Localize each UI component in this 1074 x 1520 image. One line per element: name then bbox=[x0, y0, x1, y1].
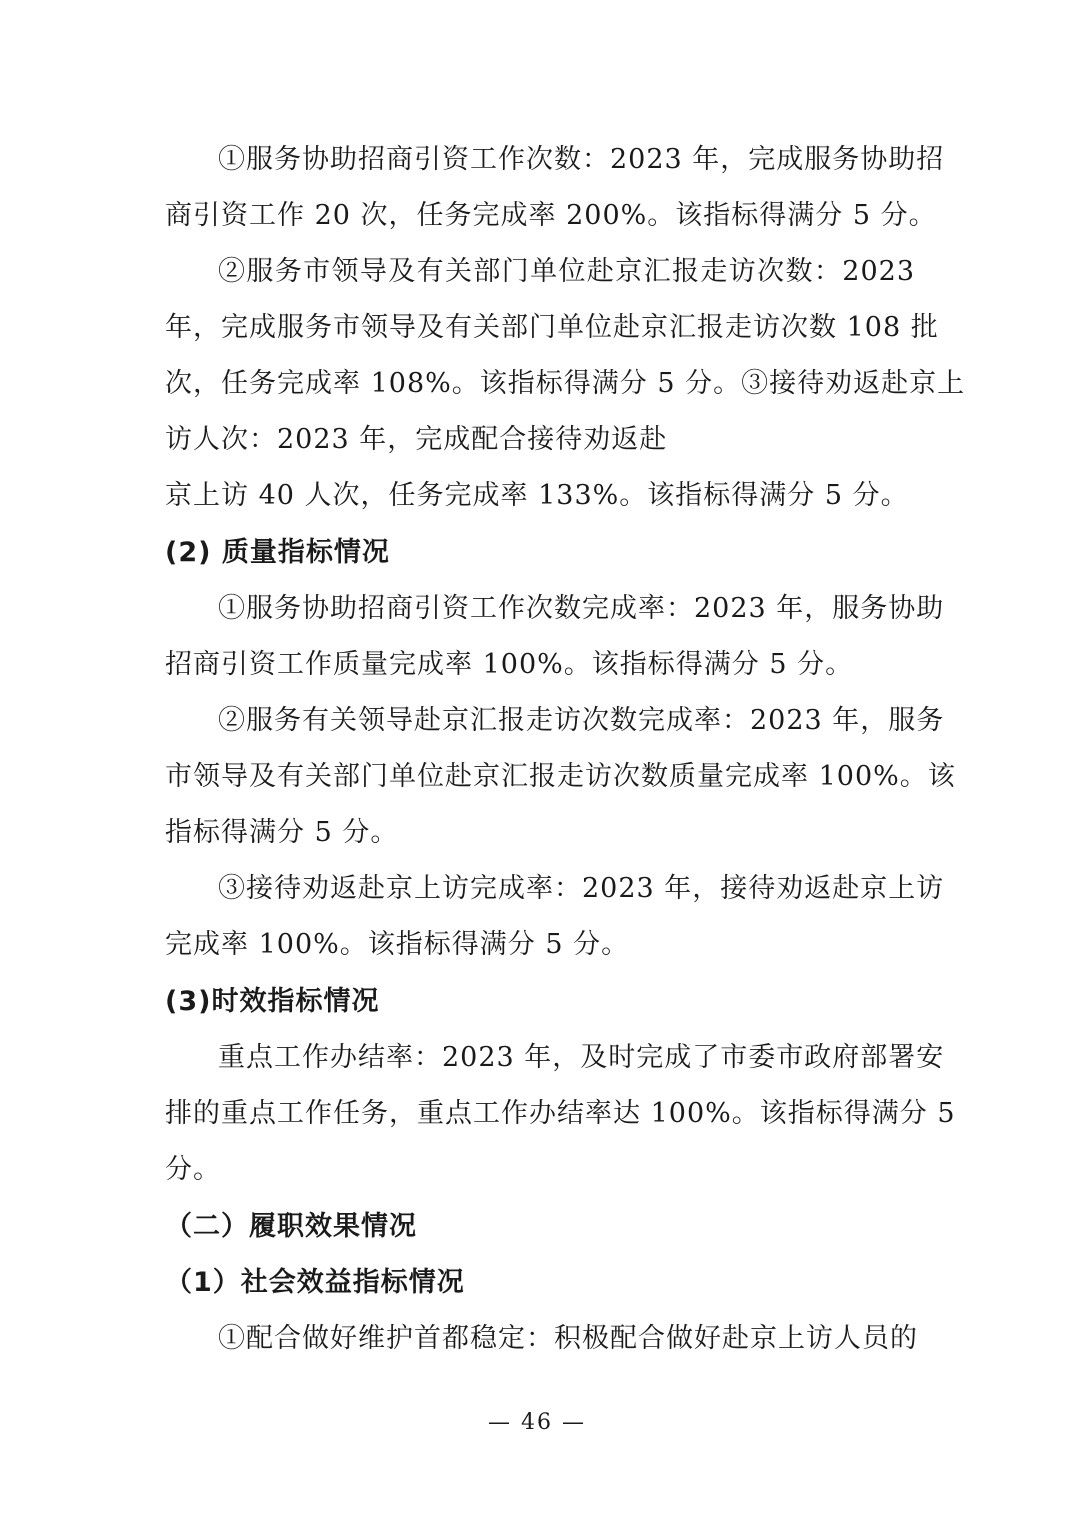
paragraph-line: 市领导及有关部门单位赴京汇报走访次数质量完成率 100%。该 bbox=[165, 761, 956, 792]
section-heading: (2) 质量指标情况 bbox=[165, 537, 390, 568]
paragraph-line: ③接待劝返赴京上访完成率：2023 年，接待劝返赴京上访 bbox=[218, 873, 945, 904]
paragraph-line: ②服务市领导及有关部门单位赴京汇报走访次数：2023 bbox=[218, 256, 915, 287]
paragraph-line: 重点工作办结率：2023 年，及时完成了市委市政府部署安 bbox=[218, 1042, 945, 1073]
section-heading: （二）履职效果情况 bbox=[165, 1211, 417, 1242]
subsection-heading: （1）社会效益指标情况 bbox=[165, 1267, 465, 1298]
paragraph-line: 排的重点工作任务，重点工作办结率达 100%。该指标得满分 5 bbox=[165, 1098, 956, 1129]
paragraph-line: 商引资工作 20 次，任务完成率 200%。该指标得满分 5 分。 bbox=[165, 200, 937, 231]
paragraph-line: 指标得满分 5 分。 bbox=[165, 817, 399, 848]
section-heading: (3)时效指标情况 bbox=[165, 986, 380, 1017]
paragraph-line: 京上访 40 人次，任务完成率 133%。该指标得满分 5 分。 bbox=[165, 480, 909, 511]
paragraph-line: 访人次：2023 年，完成配合接待劝返赴 bbox=[165, 424, 668, 455]
paragraph-line: 完成率 100%。该指标得满分 5 分。 bbox=[165, 929, 630, 960]
paragraph-line: 分。 bbox=[165, 1154, 221, 1185]
paragraph-line: 次，任务完成率 108%。该指标得满分 5 分。③接待劝返赴京上 bbox=[165, 368, 966, 399]
paragraph-line: ②服务有关领导赴京汇报走访次数完成率：2023 年，服务 bbox=[218, 705, 945, 736]
page-number: — 46 — bbox=[488, 1410, 586, 1435]
paragraph-line: 年，完成服务市领导及有关部门单位赴京汇报走访次数 108 批 bbox=[165, 312, 939, 343]
paragraph-line: ①配合做好维护首都稳定：积极配合做好赴京上访人员的 bbox=[218, 1323, 918, 1354]
paragraph-line: 招商引资工作质量完成率 100%。该指标得满分 5 分。 bbox=[165, 649, 854, 680]
paragraph-line: ①服务协助招商引资工作次数：2023 年，完成服务协助招 bbox=[218, 144, 945, 175]
paragraph-line: ①服务协助招商引资工作次数完成率：2023 年，服务协助 bbox=[218, 593, 945, 624]
